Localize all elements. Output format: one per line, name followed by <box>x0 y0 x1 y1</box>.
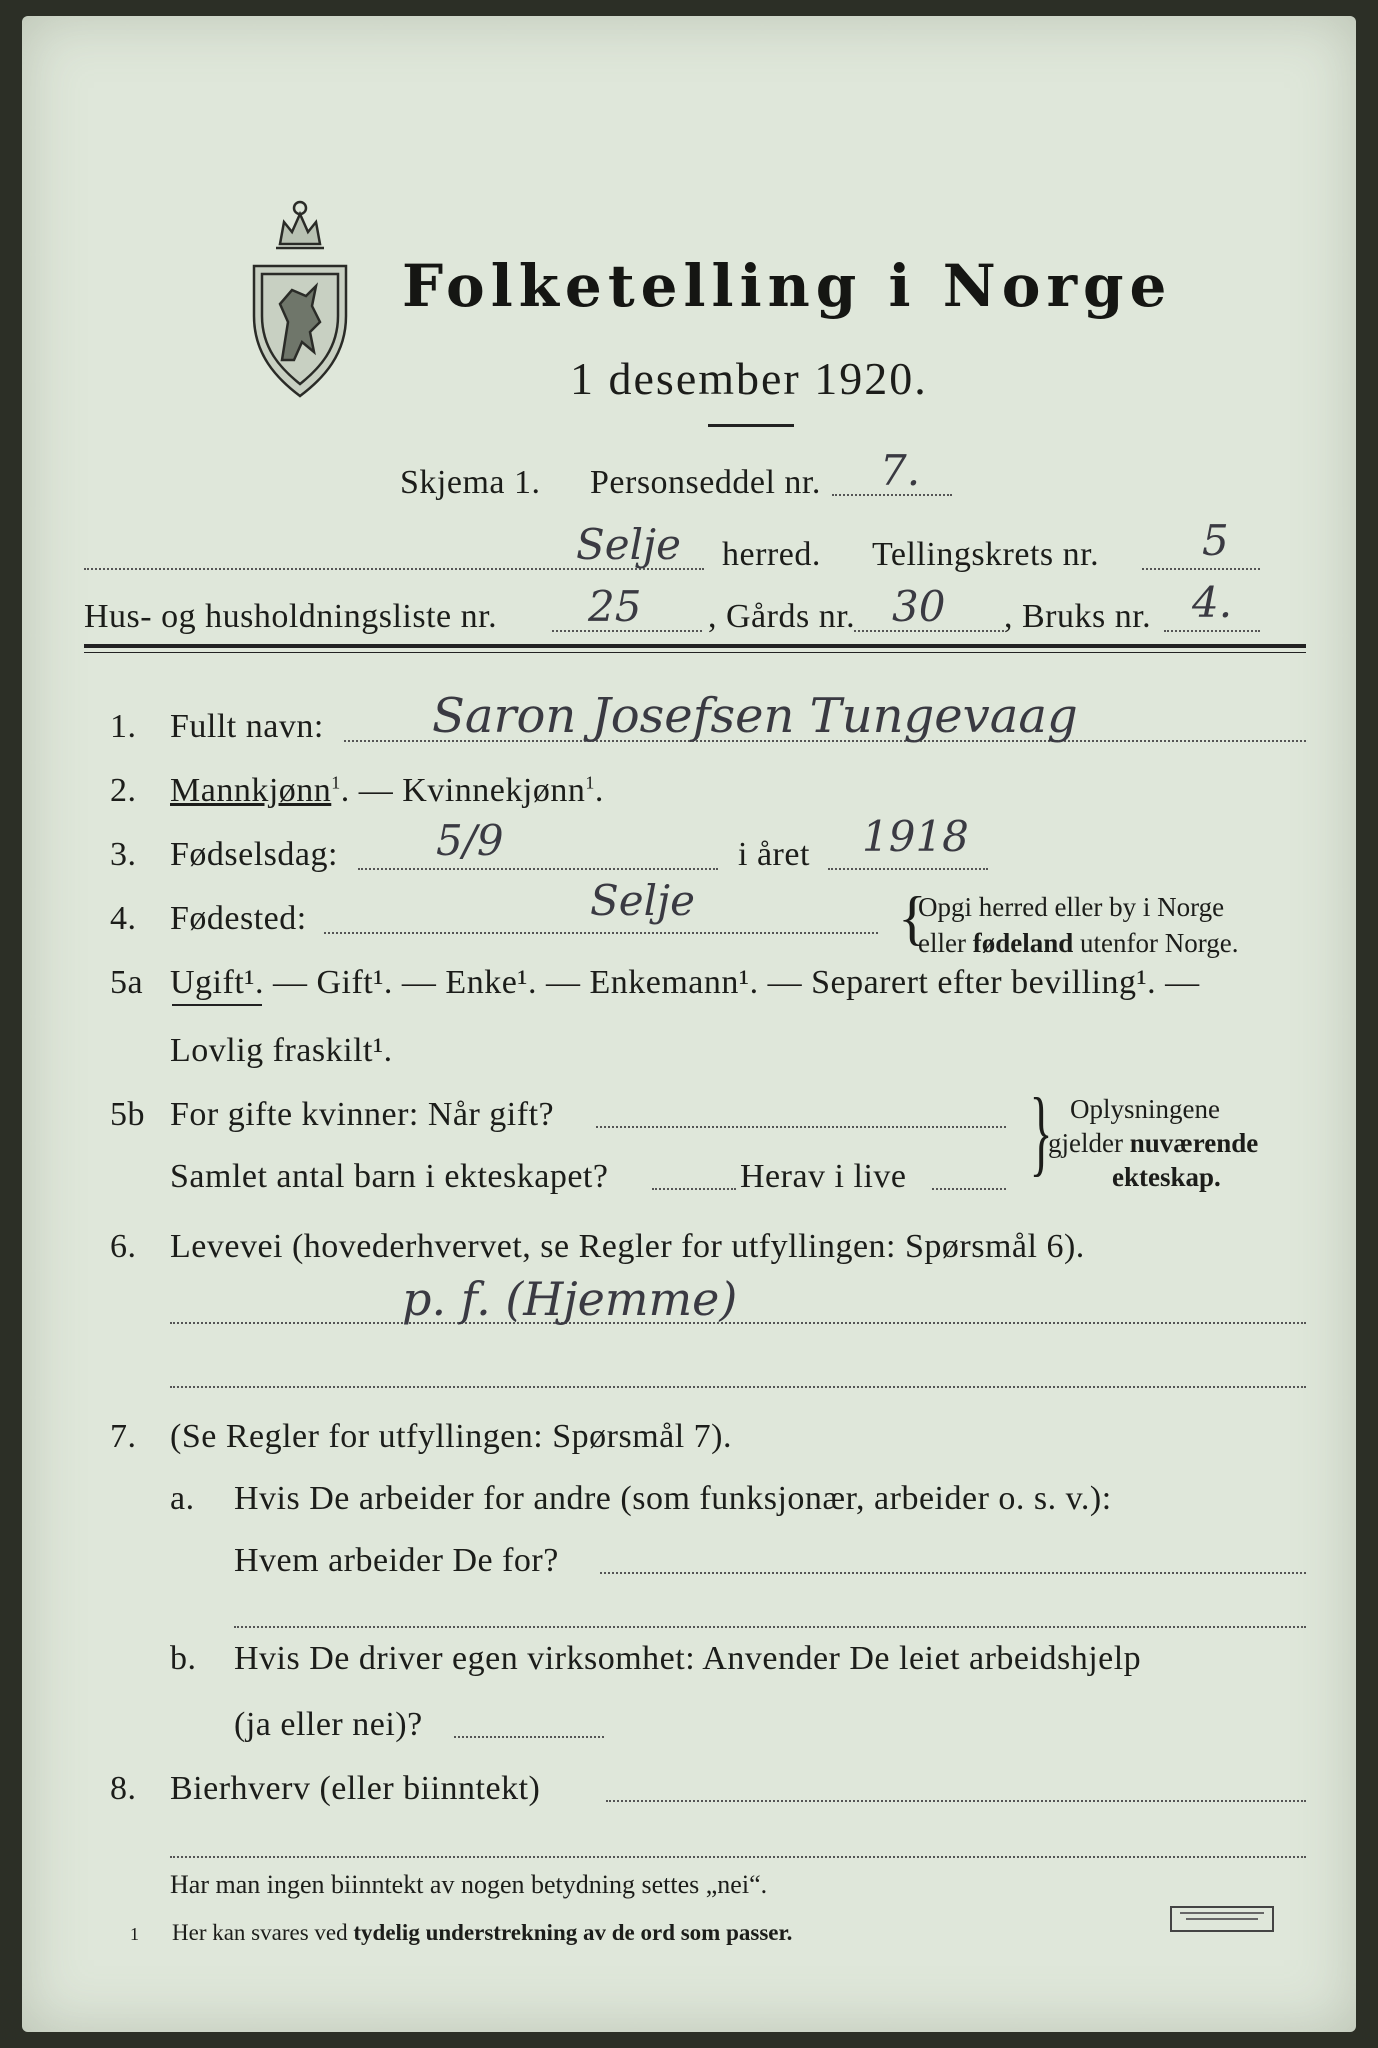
gender-options: Mannkjønn$^1$. — Kvinnekjønn$^1$. <box>170 772 604 809</box>
hus-value[interactable]: 25 <box>588 582 642 631</box>
marriage-note-2: gjelder nuværende <box>1048 1128 1259 1158</box>
header-rule-thick <box>84 644 1306 648</box>
footnote-number: 1 <box>130 1924 139 1944</box>
q7-label: (Se Regler for utfyllingen: Spørsmål 7). <box>170 1418 733 1455</box>
hired-help-label: (ja eller nei)? <box>234 1706 423 1743</box>
birthday-value[interactable]: 5/9 <box>436 816 504 865</box>
side-income-note: Har man ingen biinntekt av nogen betydning settes „nei“. <box>170 1870 768 1899</box>
census-date: 1 desember 1920. <box>570 353 928 404</box>
printer-stamp <box>1170 1906 1274 1932</box>
hus-label: Hus- og husholdningsliste nr. <box>84 598 498 635</box>
birthplace-note-2: eller fødeland utenfor Norge. <box>918 928 1239 958</box>
birthplace-note-brace: { <box>898 885 927 951</box>
q1-number: 1. <box>110 708 137 745</box>
title-divider <box>708 424 794 427</box>
personseddel-value[interactable]: 7. <box>880 446 921 495</box>
birthplace-label: Fødested: <box>170 900 307 937</box>
full-name-label: Fullt navn: <box>170 708 324 745</box>
form-title: Folketelling i Norge <box>402 252 1173 320</box>
gards-label: , Gårds nr. <box>708 598 856 635</box>
gards-value[interactable]: 30 <box>892 582 946 631</box>
personseddel-label: Personseddel nr. <box>590 464 821 501</box>
q3-number: 3. <box>110 836 137 873</box>
employer-label: Hvem arbeider De for? <box>234 1542 559 1579</box>
occupation-value[interactable]: p. f. (Hjemme) <box>402 1272 738 1326</box>
ugift-underline <box>172 1004 262 1006</box>
bruks-label: , Bruks nr. <box>1004 598 1152 635</box>
hired-help-field[interactable] <box>454 1736 604 1738</box>
side-income-label: Bierhverv (eller biinntekt) <box>170 1770 541 1807</box>
children-count-label: Samlet antal barn i ekteskapet? <box>170 1158 609 1195</box>
marriage-note-3: ekteskap. <box>1112 1162 1221 1192</box>
gender-female[interactable]: Kvinnekjønn <box>402 772 586 809</box>
divorced-option[interactable]: Lovlig fraskilt¹. <box>170 1032 393 1069</box>
married-when-label: For gifte kvinner: Når gift? <box>170 1096 555 1133</box>
full-name-value[interactable]: Saron Josefsen Tungevaag <box>432 688 1078 744</box>
side-income-field[interactable] <box>606 1800 1306 1802</box>
employer-field[interactable] <box>600 1572 1306 1574</box>
marriage-note-brace: } <box>1029 1078 1053 1185</box>
q5b-number: 5b <box>110 1096 145 1133</box>
own-business-question: Hvis De driver egen virksomhet: Anvender De leiet arbeidshjelp <box>234 1640 1142 1677</box>
q8-number: 8. <box>110 1770 137 1807</box>
birthplace-value[interactable]: Selje <box>590 876 695 925</box>
tellingskrets-label: Tellingskrets nr. <box>872 536 1100 573</box>
birthplace-note-1: Opgi herred eller by i Norge <box>918 892 1225 922</box>
children-alive-label: Herav i live <box>740 1158 907 1195</box>
year-label: i året <box>738 836 810 873</box>
q2-number: 2. <box>110 772 137 809</box>
coat-of-arms-emblem <box>240 192 360 402</box>
q6-number: 6. <box>110 1228 137 1265</box>
footnote: Her kan svares ved tydelig understrekning av de ord som passer. <box>172 1920 793 1945</box>
birth-year-value[interactable]: 1918 <box>862 812 969 861</box>
tellingskrets-value[interactable]: 5 <box>1202 516 1229 565</box>
bruks-value[interactable]: 4. <box>1192 578 1233 627</box>
gender-male[interactable]: Mannkjønn <box>170 772 332 809</box>
birthday-label: Fødselsdag: <box>170 836 338 873</box>
marriage-note-1: Oplysningene <box>1070 1094 1220 1124</box>
q5a-number: 5a <box>110 964 144 1001</box>
herred-value[interactable]: Selje <box>576 520 681 569</box>
q7b-number: b. <box>170 1640 197 1677</box>
herred-label: herred. <box>722 536 821 573</box>
employer-question: Hvis De arbeider for andre (som funksjonær, arbeider o. s. v.): <box>234 1480 1112 1517</box>
census-form <box>22 16 1356 2032</box>
marital-status-options[interactable]: Ugift¹. — Gift¹. — Enke¹. — Enkemann¹. — Separert efter bevilling¹. — <box>170 964 1200 1001</box>
header-rule-thin <box>84 652 1306 653</box>
occupation-label: Levevei (hovederhvervet, se Regler for utfyllingen: Spørsmål 6). <box>170 1228 1085 1265</box>
q4-number: 4. <box>110 900 137 937</box>
schema-label: Skjema 1. <box>400 464 541 501</box>
q7a-number: a. <box>170 1480 195 1517</box>
q7-number: 7. <box>110 1418 137 1455</box>
